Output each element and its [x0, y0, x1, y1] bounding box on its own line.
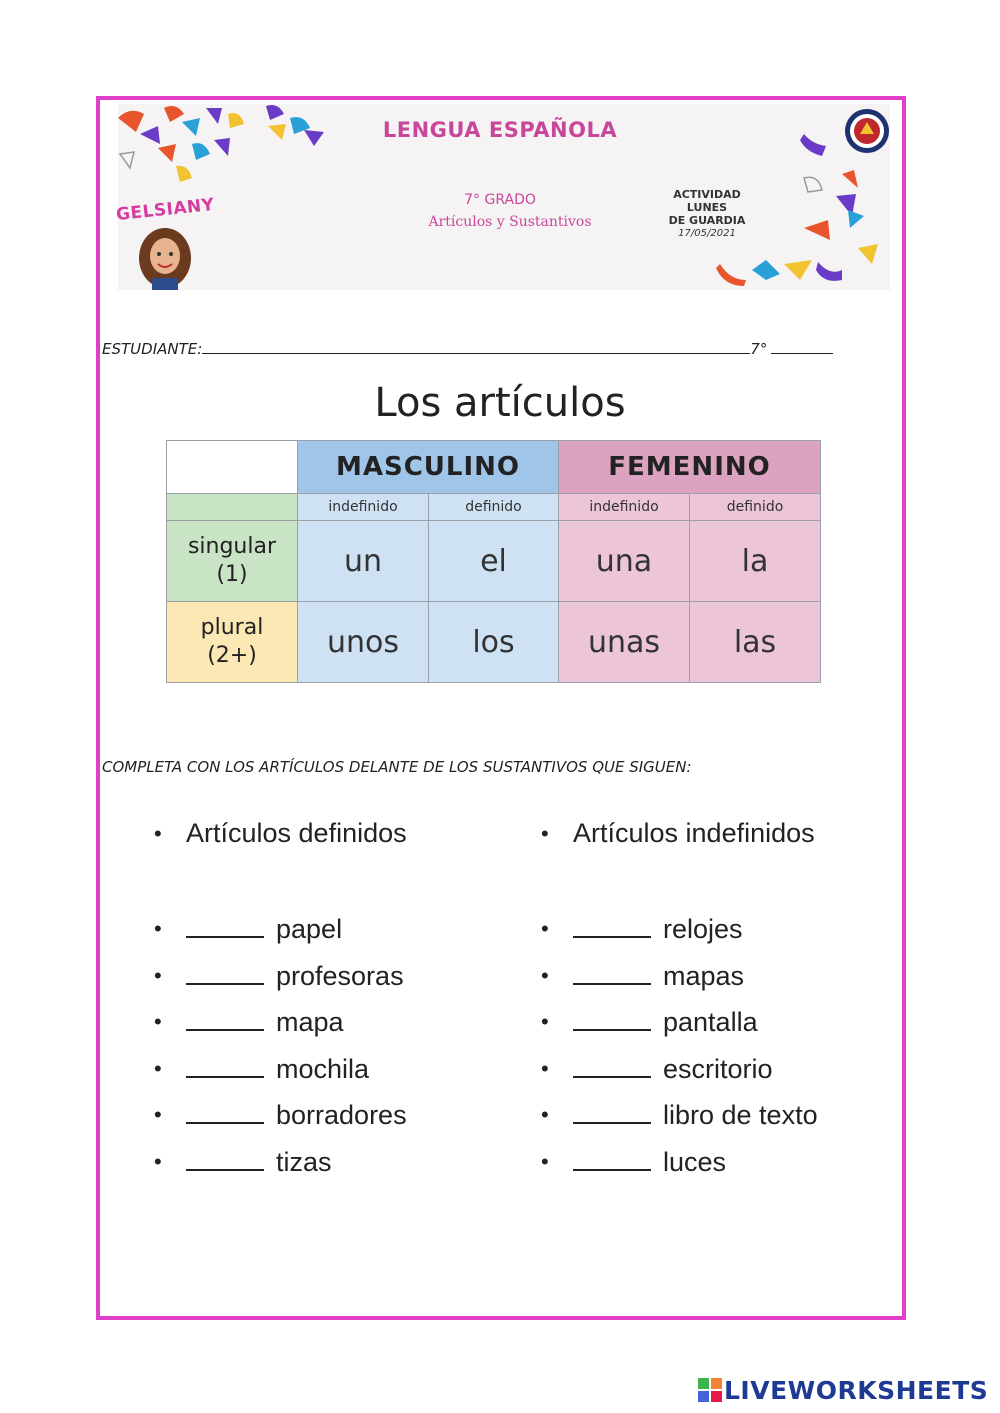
bullet-icon: • — [541, 1055, 549, 1081]
subheader-definite: definido — [429, 494, 559, 521]
left-column-heading — [154, 818, 407, 849]
table-cell: unos — [298, 602, 429, 683]
noun-text: profesoras — [276, 960, 404, 991]
indefinite-exercise-list — [541, 906, 818, 1185]
table-cell: la — [690, 521, 821, 602]
articles-table — [166, 440, 821, 683]
table-corner — [167, 441, 298, 494]
grade-label: 7° GRADO — [464, 192, 536, 208]
answer-blank[interactable] — [573, 1050, 651, 1078]
subheader-indefinite: indefinido — [559, 494, 690, 521]
list-item — [541, 953, 818, 1000]
answer-blank[interactable] — [186, 1050, 264, 1078]
noun-text: mochila — [276, 1053, 370, 1084]
list-item — [541, 1092, 818, 1139]
answer-blank[interactable] — [573, 1096, 651, 1124]
activity-info — [652, 188, 762, 240]
noun-text: mapa — [276, 1007, 344, 1037]
list-item — [154, 1046, 407, 1093]
table-cell: los — [429, 602, 559, 683]
activity-line: DE GUARDIA — [668, 214, 746, 227]
answer-blank[interactable] — [186, 1143, 264, 1171]
singular-sublabel: (1) — [216, 562, 248, 587]
bullet-icon: • — [541, 821, 549, 846]
subheader-definite: definido — [690, 494, 821, 521]
student-label: ESTUDIANTE: — [102, 340, 203, 358]
feminine-header: FEMENINO — [559, 441, 821, 494]
list-item — [154, 1092, 407, 1139]
bullet-icon: • — [154, 916, 162, 941]
table-cell: una — [559, 521, 690, 602]
teacher-name: GELSIANY — [115, 194, 216, 226]
left-heading-text: Artículos definidos — [186, 818, 407, 848]
grade-section-blank[interactable] — [771, 353, 833, 354]
list-item — [154, 906, 407, 953]
right-heading-text: Artículos indefinidos — [573, 818, 815, 848]
watermark-text: LIVEWORKSHEETS — [724, 1376, 989, 1405]
answer-blank[interactable] — [186, 957, 264, 985]
student-name-blank[interactable] — [202, 353, 750, 354]
answer-blank[interactable] — [573, 957, 651, 985]
bullet-icon: • — [541, 1009, 549, 1034]
bullet-icon: • — [154, 1148, 162, 1174]
school-seal-icon — [844, 108, 890, 154]
instruction-text: COMPLETA CON LOS ARTÍCULOS DELANTE DE LOS SUSTANTIVOS QUE SIGUEN: — [102, 758, 692, 776]
answer-blank[interactable] — [186, 1003, 264, 1031]
row-label-plural — [167, 602, 298, 683]
noun-text: papel — [276, 914, 343, 944]
answer-blank[interactable] — [186, 1096, 264, 1124]
masculine-header: MASCULINO — [298, 441, 559, 494]
answer-blank[interactable] — [573, 1143, 651, 1171]
singular-label: singular — [187, 534, 277, 559]
bullet-icon: • — [154, 1055, 162, 1081]
list-item — [154, 953, 407, 1000]
noun-text: pantalla — [663, 1007, 758, 1037]
list-item — [541, 906, 818, 953]
bullet-icon: • — [154, 962, 162, 988]
subject-label: Artículos y Sustantivos — [428, 214, 592, 230]
activity-line: ACTIVIDAD — [673, 188, 741, 201]
plural-label: plural — [200, 615, 264, 640]
bullet-icon: • — [541, 1102, 549, 1127]
answer-blank[interactable] — [573, 1003, 651, 1031]
bullet-icon: • — [541, 962, 549, 988]
activity-line: LUNES — [686, 201, 728, 214]
bullet-icon: • — [154, 1009, 162, 1034]
right-column-heading — [541, 818, 815, 849]
liveworksheets-watermark[interactable] — [698, 1376, 988, 1412]
page-title: LENGUA ESPAÑOLA — [382, 118, 618, 142]
list-item — [154, 999, 407, 1046]
table-cell: las — [690, 602, 821, 683]
student-name-field[interactable] — [102, 340, 833, 358]
list-item — [541, 1046, 818, 1093]
table-cell: unas — [559, 602, 690, 683]
answer-blank[interactable] — [573, 910, 651, 938]
table-cell: un — [298, 521, 429, 602]
definite-exercise-list — [154, 906, 407, 1185]
noun-text: libro de texto — [663, 1100, 818, 1130]
bullet-icon: • — [154, 821, 162, 846]
noun-text: escritorio — [663, 1053, 773, 1084]
subheader-blank — [167, 494, 298, 521]
noun-text: relojes — [663, 914, 743, 944]
plural-sublabel: (2+) — [207, 643, 257, 668]
list-item — [541, 1139, 818, 1186]
liveworksheets-logo-icon — [698, 1378, 722, 1402]
noun-text: luces — [663, 1146, 727, 1177]
bullet-icon: • — [541, 1148, 549, 1174]
list-item — [541, 999, 818, 1046]
noun-text: mapas — [663, 960, 745, 991]
articles-title: Los artículos — [374, 380, 626, 426]
table-cell: el — [429, 521, 559, 602]
grade-field-label: 7° — [750, 340, 768, 358]
list-item — [154, 1139, 407, 1186]
activity-date: 17/05/2021 — [678, 228, 736, 239]
teacher-avatar-icon — [134, 224, 196, 290]
noun-text: tizas — [276, 1146, 332, 1177]
bullet-icon: • — [541, 916, 549, 941]
answer-blank[interactable] — [186, 910, 264, 938]
row-label-singular — [167, 521, 298, 602]
subheader-indefinite: indefinido — [298, 494, 429, 521]
noun-text: borradores — [276, 1100, 407, 1130]
bullet-icon: • — [154, 1102, 162, 1127]
